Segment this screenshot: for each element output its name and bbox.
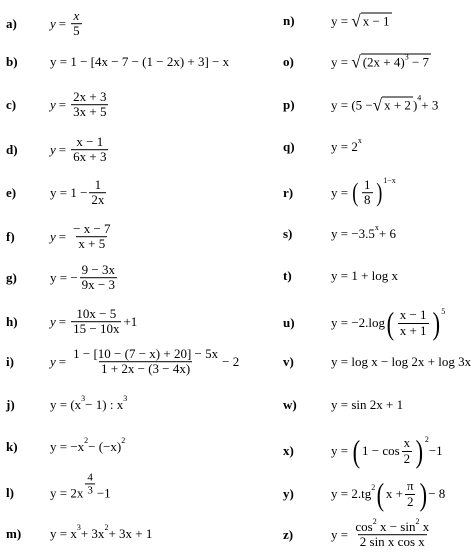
exercise-label: i) (6, 354, 14, 369)
fraction: $\frac{9 - 3x}{9x - 3}$ (81, 262, 116, 293)
fraction: $\frac{1}{2x}$ (91, 177, 105, 208)
fraction: $\frac{1 - [10 - (7 - x) + 20] - 5x}{1 + 2x - (3 - 4x)}$ (73, 346, 219, 377)
exercise-label: x) (283, 443, 294, 458)
formula: y = (x 3 − 1) : x 3 (50, 393, 128, 412)
formula: y = −2.log ( $\frac{x - 1}{x + 1}$ ) 5 (331, 305, 446, 341)
fraction: $\frac{2x + 3}{3x + 5}$ (73, 89, 107, 120)
formula: y = $\frac{x}{5}$ (50, 8, 80, 39)
fraction: $\frac{\cos^2 x - \sin^2 x}{\text{2 sin x cos x}}$ (355, 517, 430, 550)
formula: y = sin 2x + 1 (331, 397, 404, 412)
exercise-label: t) (283, 268, 292, 283)
formula: y = 1 − [4x − 7 − (1 − 2x) + 3] − x (50, 54, 230, 69)
exercise-label: k) (6, 439, 18, 454)
exercise-label: w) (283, 397, 297, 412)
exercise-label: b) (6, 54, 18, 69)
exercise-label: f) (6, 229, 15, 244)
exercise-label: c) (6, 97, 17, 112)
exercise-label: j) (6, 397, 15, 412)
formula: y = log x − log 2x + log 3x (331, 354, 472, 369)
formula: y = −x 2 − (−x) 2 (50, 435, 126, 454)
fraction: $\frac{- x - 7}{x + 5}$ (73, 221, 111, 252)
formula: y = (5 − √ x + 2 ) 4 + 3 (331, 93, 439, 115)
exercise-label: l) (6, 485, 14, 500)
formula: y = x 3 + 3x 2 + 3x + 1 (50, 522, 153, 541)
exercise-label: g) (6, 270, 17, 285)
exercise-label: d) (6, 142, 18, 157)
right-column (283, 0, 474, 557)
exercise-label: p) (283, 97, 295, 112)
exercise-label: y) (283, 486, 294, 501)
fraction: $\frac{x}{2}$ (403, 435, 411, 466)
exercise-label: r) (283, 185, 294, 200)
square-root: √ x − 1 (351, 11, 390, 31)
square-root: √ x + 2 (372, 95, 411, 115)
exercise-label: n) (283, 13, 295, 28)
fraction: $\frac{\pi}{2}$ (406, 478, 414, 509)
exercise-label: o) (283, 54, 294, 69)
formula: y = 2.tg 2 ( x + $\frac{\pi}{2}$ ) − 8 (331, 476, 446, 512)
formula: y = $\frac{10x - 5}{15 - 10x}$ +1 (50, 306, 138, 337)
exercise-label: u) (283, 315, 295, 330)
formula: y = √ $(2x + 4)^3 - 7$ (331, 52, 430, 72)
exercise-label: v) (283, 354, 294, 369)
exercise-label: q) (283, 139, 295, 154)
formula: y = $\frac{2x + 3}{3x + 5}$ (50, 89, 107, 120)
formula: y = $\frac{\cos^2 x - \sin^2 x}{\text{2 sin x cos x}}$ (331, 517, 430, 550)
exponent-fraction: $\frac{4}{3}$ (87, 471, 93, 497)
formula: y = ( 1 − cos $\frac{x}{2}$ ) 2 −1 (331, 433, 443, 469)
formula: y = 2x $\frac{4}{3}$ −1 (50, 471, 111, 500)
square-root: √ $(2x + 4)^3 - 7$ (351, 52, 430, 72)
exercise-label: m) (6, 526, 22, 541)
formula: y = √ x − 1 (331, 11, 390, 31)
fraction: $\frac{10x - 5}{15 - 10x}$ (73, 306, 120, 337)
exercise-label: s) (283, 226, 293, 241)
formula: y = 1 + log x (331, 268, 399, 283)
fraction: $\frac{x}{5}$ (73, 8, 80, 39)
fraction: $\frac{x - 1}{6x + 3}$ (73, 134, 107, 165)
exercise-label: a) (6, 16, 17, 31)
formula: y = −3.5 x + 6 (331, 222, 397, 241)
fraction: $\frac{1}{8}$ (364, 177, 371, 208)
fraction: $\frac{x - 1}{x + 1}$ (399, 307, 427, 338)
formula: y = − $\frac{9 - 3x}{9x - 3}$ (50, 262, 116, 293)
formula: y = $\frac{1 - [10 - (7 - x) + 20] - 5x}{1 + 2x - (3 - 4x)}$ − 2 (50, 346, 240, 377)
exercise-label: z) (283, 527, 294, 542)
formula: y = ( $\frac{1}{8}$ ) 1−x (331, 176, 396, 208)
formula: y = $\frac{x - 1}{6x + 3}$ (50, 134, 107, 165)
formula: y = 2 x (331, 135, 362, 154)
formula: y = $\frac{- x - 7}{x + 5}$ (50, 221, 111, 252)
exercise-label: h) (6, 314, 18, 329)
formula: y = 1 − $\frac{1}{2x}$ (50, 177, 105, 208)
exercise-label: e) (6, 185, 17, 200)
